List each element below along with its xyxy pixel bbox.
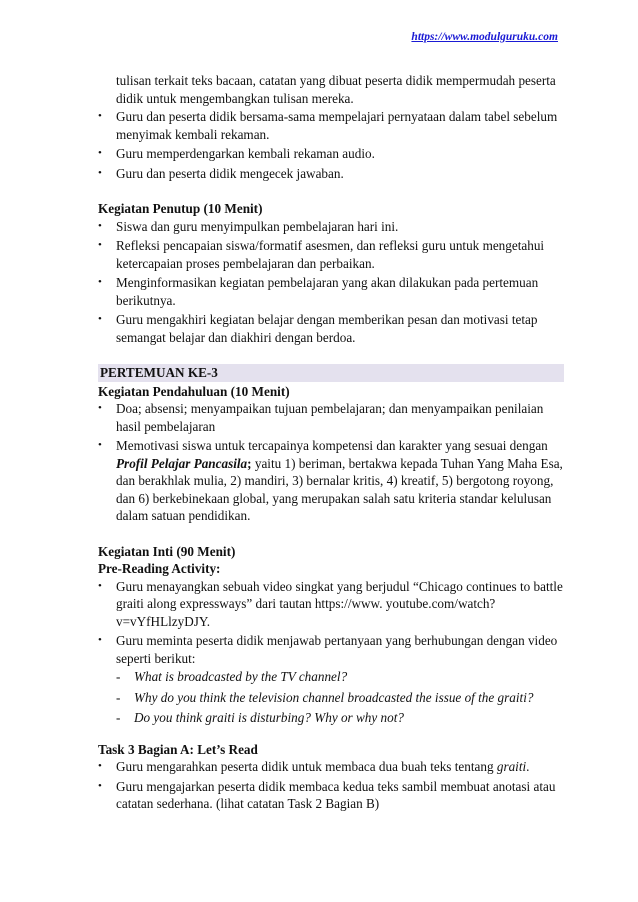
task3-heading: Task 3 Bagian A: Let’s Read xyxy=(98,741,258,757)
pertemuan-section-band: PERTEMUAN KE-3 xyxy=(98,364,564,382)
graiti-term: graiti xyxy=(496,759,527,774)
bullet-icon: • xyxy=(98,276,102,288)
dash-icon: - xyxy=(116,669,121,684)
pre-reading-subheading: Pre-Reading Activity: xyxy=(98,561,221,576)
list-item-text: Siswa dan guru menyimpulkan pembelajaran hari ini. xyxy=(116,218,399,234)
bullet-icon: • xyxy=(98,110,102,122)
list-item-text: Guru meminta peserta didik menjawab pertanyaan yang berhubungan dengan video seperti berikut: xyxy=(116,633,558,666)
list-item xyxy=(98,758,564,776)
list-item-text: Guru mengakhiri kegiatan belajar dengan memberikan pesan dan motivasi tetap semangat belajar dan diakhiri dengan berdoa. xyxy=(116,312,538,345)
list-item-text-post: . xyxy=(526,759,530,774)
list-item xyxy=(98,218,564,236)
list-item-text-pre: Guru mengarahkan peserta didik untuk membaca dua buah teks tentang xyxy=(116,759,497,774)
list-item-text: Guru menayangkan sebuah video singkat yang berjudul “Chicago continues to battle graiti along expressways” dari tautan https://www. youtube.com/watch?v=vYfHLlzyDJY. xyxy=(116,578,563,629)
list-item-text-pre: Memotivasi siswa untuk tercapainya kompetensi dan karakter yang sesuai dengan xyxy=(116,438,548,453)
inti-bullet-list xyxy=(98,578,564,727)
bullet-icon: • xyxy=(98,147,102,159)
list-item xyxy=(98,578,564,631)
bullet-icon: • xyxy=(98,402,102,414)
question-item xyxy=(116,689,564,707)
list-item-text: Doa; absensi; menyampaikan tujuan pembelajaran; dan menyampaikan penilaian hasil pembelajaran xyxy=(116,401,544,434)
bullet-icon: • xyxy=(98,219,102,232)
bullet-icon: • xyxy=(98,634,102,646)
question-list xyxy=(116,668,564,727)
list-item xyxy=(98,311,564,346)
list-item xyxy=(98,165,564,183)
question-text: Do you think graiti is disturbing? Why or why not? xyxy=(134,710,404,725)
penutup-heading: Kegiatan Penutup (10 Menit) xyxy=(98,201,263,216)
list-item xyxy=(98,237,564,272)
bullet-icon: • xyxy=(98,239,102,251)
header-url-link[interactable]: https://www.modulguruku.com xyxy=(411,31,558,43)
list-item xyxy=(98,778,564,813)
bullet-icon: • xyxy=(98,579,102,592)
question-item xyxy=(116,668,564,686)
question-item xyxy=(116,709,564,727)
pendahuluan-heading: Kegiatan Pendahuluan (10 Menit) xyxy=(98,383,290,399)
bullet-icon: • xyxy=(98,439,102,451)
dash-icon: - xyxy=(116,689,121,705)
pendahuluan-bullet-list xyxy=(98,400,564,525)
bullet-icon: • xyxy=(98,760,102,772)
bullet-icon: • xyxy=(98,313,102,325)
semicolon-mark: ; xyxy=(247,455,252,471)
penutup-bullet-list xyxy=(98,218,564,347)
question-text: Why do you think the television channel broadcasted the issue of the graiti? xyxy=(134,689,534,705)
task3-bullet-list xyxy=(98,758,564,813)
document-body xyxy=(98,72,564,815)
bullet-icon: • xyxy=(98,779,102,792)
top-bullet-list xyxy=(98,108,564,182)
continuation-paragraph: tulisan terkait teks bacaan, catatan yang dibuat peserta didik mempermudah peserta didik untuk mengembangkan tulisan mereka. xyxy=(116,73,556,106)
inti-heading: Kegiatan Inti (90 Menit) xyxy=(98,543,236,559)
list-item-text: Refleksi pencapaian siswa/formatif asesmen, dan refleksi guru untuk mengetahui ketercapaian proses pembelajaran dan perbaikan. xyxy=(116,238,545,271)
list-item xyxy=(98,400,564,435)
dash-icon: - xyxy=(116,710,121,725)
list-item-text: Guru mengajarkan peserta didik membaca kedua teks sambil membuat anotasi atau catatan sederhana. (lihat catatan Task 2 Bagian B) xyxy=(116,778,556,811)
list-item-text: Guru dan peserta didik bersama-sama mempelajari pernyataan dalam tabel sebelum menyimak kembali rekaman. xyxy=(116,109,558,142)
list-item xyxy=(98,632,564,727)
list-item-text: Menginformasikan kegiatan pembelajaran yang akan dilakukan pada pertemuan berikutnya. xyxy=(116,275,539,308)
list-item xyxy=(98,108,564,143)
question-text: What is broadcasted by the TV channel? xyxy=(134,669,348,684)
list-item xyxy=(98,145,564,163)
profil-pelajar-pancasila-term: Profil Pelajar Pancasila xyxy=(116,455,248,471)
bullet-icon: • xyxy=(98,166,102,179)
list-item-text: Guru memperdengarkan kembali rekaman audio. xyxy=(116,146,375,161)
list-item xyxy=(98,437,564,525)
list-item xyxy=(98,274,564,309)
list-item-text: Guru dan peserta didik mengecek jawaban. xyxy=(116,165,344,181)
list-item-text-post: yaitu 1) beriman, bertakwa kepada Tuhan Yang Maha Esa, dan berakhlak mulia, 2) mandiri, 3) bernalar kritis, 4) kreatif, 5) bergotong royong, dan 6) berkebinekaan global, yang merupakan salah satu kriteria standar kelulusan dalam satuan pendidikan. xyxy=(116,455,563,523)
